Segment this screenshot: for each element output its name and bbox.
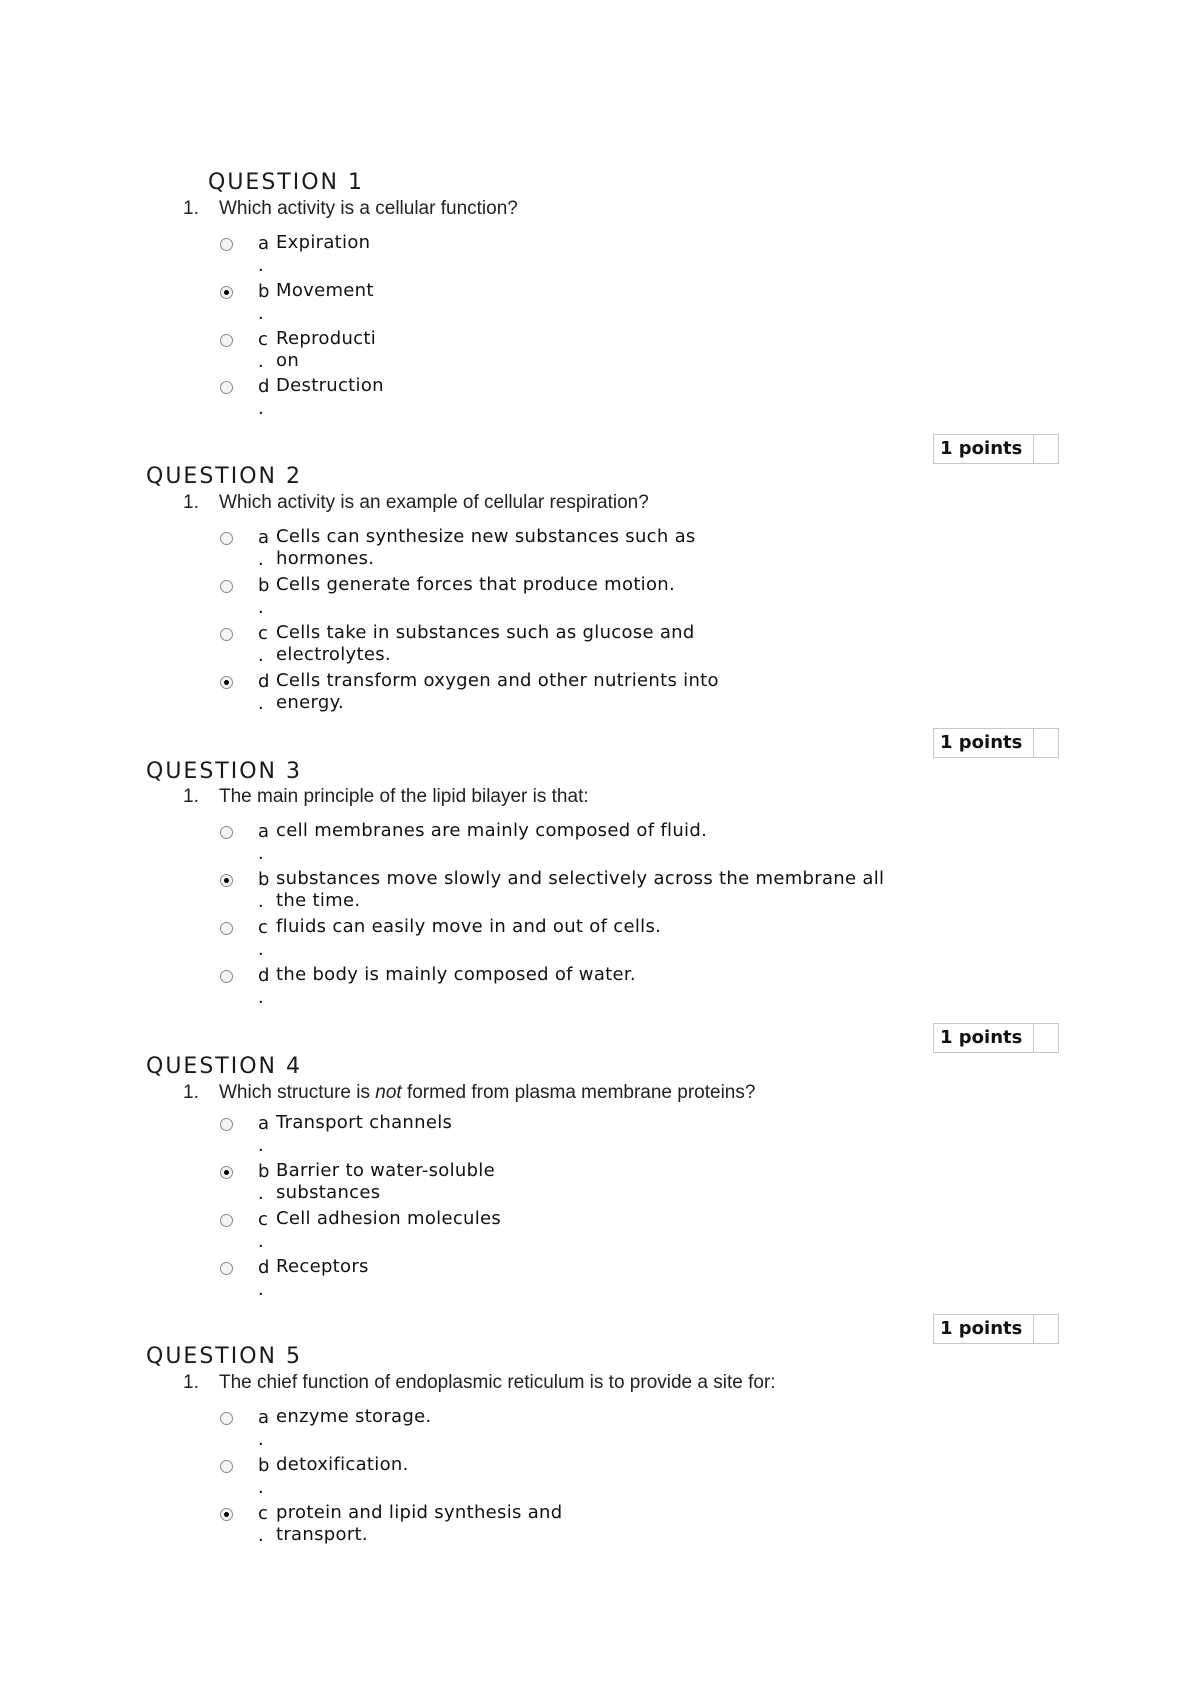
question-title: QUESTION 1 (208, 170, 364, 195)
radio-button[interactable] (220, 1412, 233, 1425)
option-text: Cell adhesion molecules (276, 1208, 502, 1229)
option-text: Reproducti on (276, 328, 377, 371)
option-text: cell membranes are mainly composed of fluid. (276, 820, 708, 841)
option-letter: b (258, 1455, 270, 1476)
option-text: Cells transform oxygen and other nutrients into energy. (276, 670, 719, 713)
option-text: Cells take in substances such as glucose and electrolytes. (276, 622, 695, 665)
option-letter: c (258, 917, 268, 938)
radio-button[interactable] (220, 381, 233, 394)
points-badge (933, 1023, 1059, 1053)
option-letter: d (258, 1257, 270, 1278)
points-label: 1 points (940, 1027, 1023, 1048)
radio-button[interactable] (220, 532, 233, 545)
option-text: Barrier to water-soluble substances (276, 1160, 495, 1203)
question-prompt: Which activity is an example of cellular respiration? (219, 492, 649, 513)
question-title: QUESTION 3 (146, 759, 302, 784)
question-text (183, 1372, 776, 1394)
option-text: Receptors (276, 1256, 369, 1277)
question-title: QUESTION 2 (146, 464, 302, 489)
points-badge (933, 434, 1059, 464)
question-prompt-emphasis: not (375, 1082, 402, 1103)
question-number: 1. (183, 786, 199, 807)
option-letter: b (258, 575, 270, 596)
question-title: QUESTION 4 (146, 1054, 302, 1079)
question-text (183, 1082, 755, 1104)
option-text: Expiration (276, 232, 371, 253)
option-letter: a (258, 821, 270, 842)
radio-button[interactable] (220, 1262, 233, 1275)
score-box (1033, 1315, 1058, 1343)
option-letter: c (258, 1209, 268, 1230)
radio-button[interactable] (220, 238, 233, 251)
radio-button-selected[interactable] (220, 874, 233, 887)
question-prompt-end: formed from plasma membrane proteins? (401, 1082, 756, 1103)
radio-button[interactable] (220, 1118, 233, 1131)
option-letter: c (258, 329, 268, 350)
option-letter: a (258, 233, 270, 254)
option-letter: d (258, 376, 270, 397)
option-text: Transport channels (276, 1112, 453, 1133)
option-letter: b (258, 1161, 270, 1182)
option-letter: c (258, 623, 268, 644)
question-text (183, 198, 518, 220)
score-box (1033, 729, 1058, 757)
radio-button-selected[interactable] (220, 286, 233, 299)
option-text: substances move slowly and selectively across the membrane all the time. (276, 868, 885, 911)
option-letter: a (258, 527, 270, 548)
question-text (183, 786, 589, 808)
option-text: the body is mainly composed of water. (276, 964, 636, 985)
question-number: 1. (183, 1372, 199, 1393)
question-number: 1. (183, 492, 199, 513)
radio-button-selected[interactable] (220, 1508, 233, 1521)
question-prompt: The main principle of the lipid bilayer is that: (219, 786, 589, 807)
points-badge (933, 728, 1059, 758)
radio-button[interactable] (220, 826, 233, 839)
question-prompt: The chief function of endoplasmic reticulum is to provide a site for: (219, 1372, 776, 1393)
radio-button[interactable] (220, 1460, 233, 1473)
option-text: Destruction (276, 375, 384, 396)
question-title: QUESTION 5 (146, 1344, 302, 1369)
radio-button-selected[interactable] (220, 1166, 233, 1179)
radio-button[interactable] (220, 922, 233, 935)
option-text: protein and lipid synthesis and transport. (276, 1502, 563, 1545)
option-letter: c (258, 1503, 268, 1524)
score-box (1033, 1024, 1058, 1052)
points-label: 1 points (940, 732, 1023, 753)
option-text: Cells generate forces that produce motion. (276, 574, 676, 595)
radio-button[interactable] (220, 580, 233, 593)
option-text: fluids can easily move in and out of cells. (276, 916, 662, 937)
question-number: 1. (183, 1082, 199, 1103)
score-box (1033, 435, 1058, 463)
option-text: enzyme storage. (276, 1406, 432, 1427)
points-badge (933, 1314, 1059, 1344)
radio-button[interactable] (220, 1214, 233, 1227)
option-letter: a (258, 1407, 270, 1428)
points-label: 1 points (940, 1318, 1023, 1339)
option-letter: a (258, 1113, 270, 1134)
radio-button[interactable] (220, 628, 233, 641)
option-letter: d (258, 671, 270, 692)
option-text: Cells can synthesize new substances such as hormones. (276, 526, 696, 569)
points-label: 1 points (940, 438, 1023, 459)
question-prompt: Which structure is (219, 1082, 376, 1103)
question-number: 1. (183, 198, 199, 219)
question-text (183, 492, 649, 514)
radio-button-selected[interactable] (220, 676, 233, 689)
option-text: detoxification. (276, 1454, 409, 1475)
question-prompt: Which activity is a cellular function? (219, 198, 518, 219)
option-letter: b (258, 281, 270, 302)
radio-button[interactable] (220, 970, 233, 983)
radio-button[interactable] (220, 334, 233, 347)
option-text: Movement (276, 280, 374, 301)
option-letter: d (258, 965, 270, 986)
option-letter: b (258, 869, 270, 890)
